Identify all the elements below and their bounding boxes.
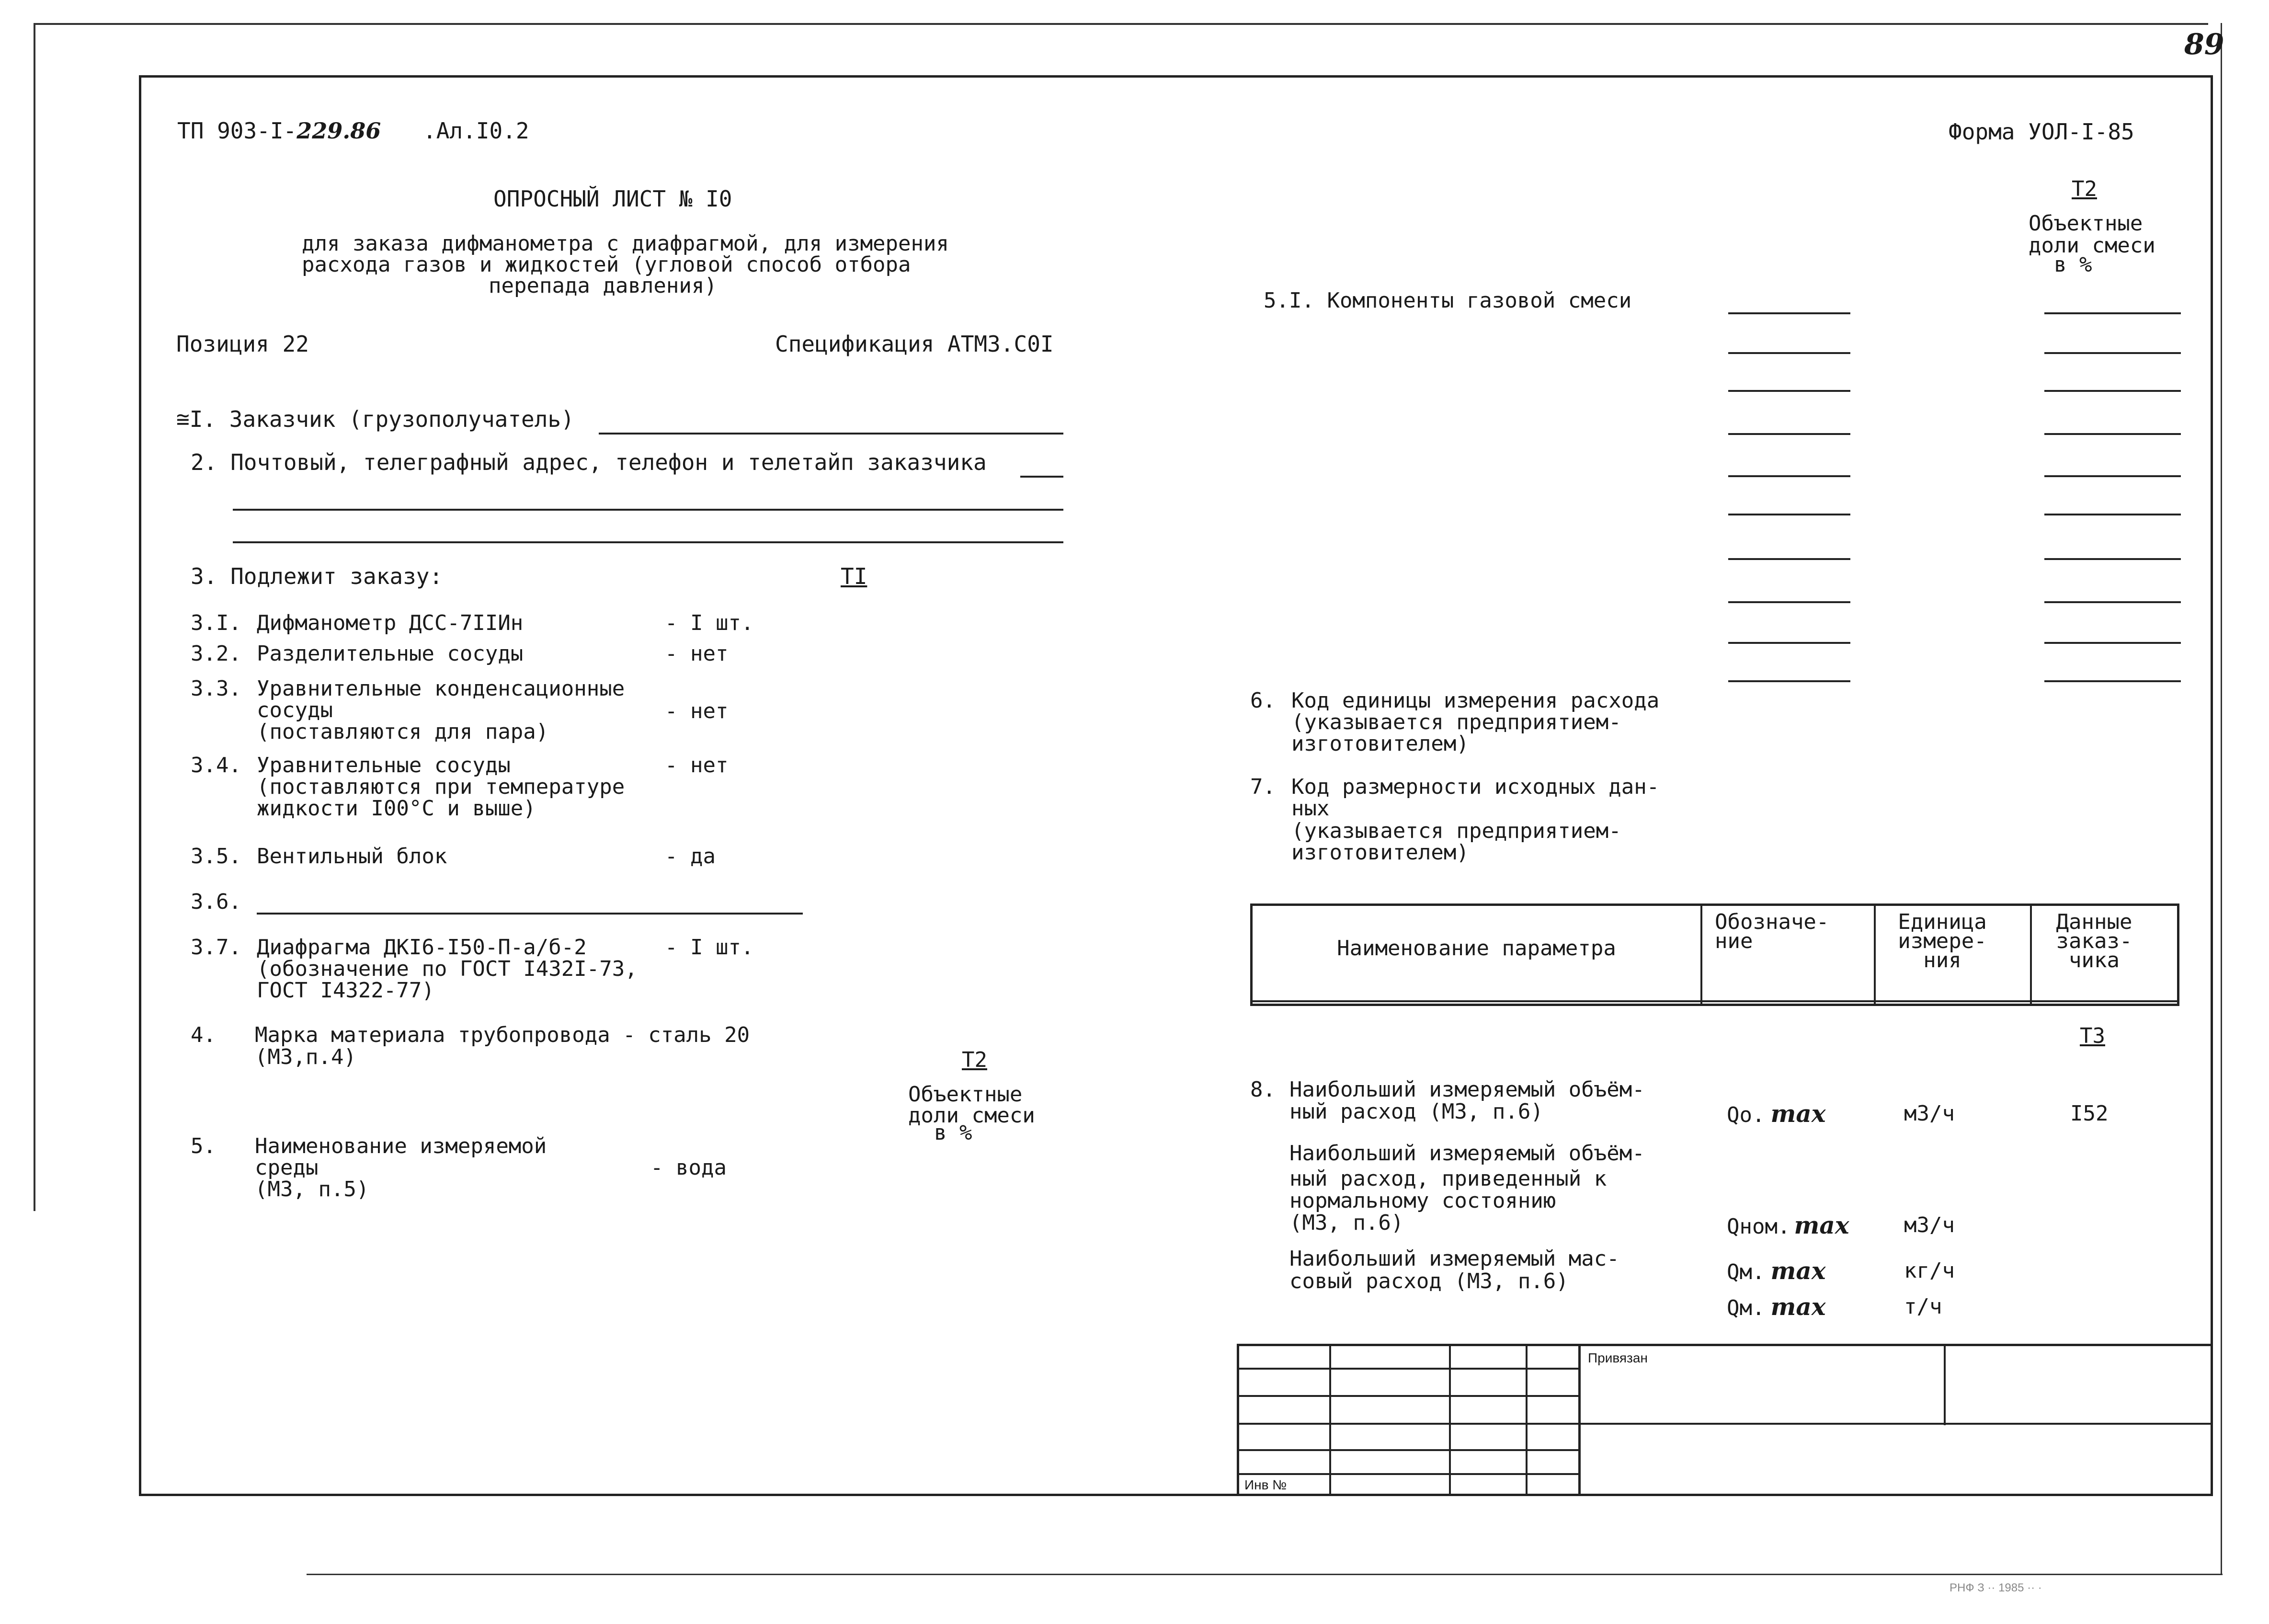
item-5-value: - вода bbox=[650, 1155, 727, 1180]
stamp-row-5 bbox=[1238, 1473, 1579, 1475]
sheet-bottom-edge bbox=[307, 1574, 2223, 1575]
item-8-r1-symbol-hand: max bbox=[1770, 1099, 1826, 1128]
item-1-fill-line[interactable] bbox=[599, 433, 1063, 435]
component-line-1b[interactable] bbox=[2044, 312, 2181, 314]
sub-item-3-4-text-3: жидкости I00°С и выше) bbox=[257, 796, 536, 821]
item-8-r3-line-2: совый расход (М3, п.6) bbox=[1289, 1269, 1569, 1293]
item-5-1-label: 5.I. Компоненты газовой смеси bbox=[1264, 288, 1632, 313]
sub-item-3-6-fill-line[interactable] bbox=[257, 913, 803, 915]
stamp-row-4 bbox=[1238, 1449, 1579, 1451]
item-8-r1-line-1: Наибольший измеряемый объём- bbox=[1289, 1077, 1645, 1102]
stamp-row-3 bbox=[1238, 1423, 2211, 1425]
param-table-ref: T3 bbox=[2080, 1024, 2105, 1048]
item-8-r2-line-3: нормальному состоянию bbox=[1289, 1189, 1556, 1213]
component-line-3a[interactable] bbox=[1728, 390, 1850, 392]
sub-item-3-4-text-2: (поставляются при температуре bbox=[257, 775, 625, 799]
item-8-r3-unit: кг/ч bbox=[1904, 1258, 1955, 1283]
sub-item-3-7-num: 3.7. bbox=[191, 935, 241, 960]
component-line-10b[interactable] bbox=[2044, 680, 2181, 682]
item-6-num: 6. bbox=[1250, 688, 1276, 713]
item-4-line-2: (М3,п.4) bbox=[255, 1045, 356, 1069]
component-line-6b[interactable] bbox=[2044, 514, 2181, 515]
item-1-label: I. Заказчик (грузополучатель) bbox=[189, 406, 574, 432]
sub-item-3-4-text-1: Уравнительные сосуды bbox=[257, 753, 511, 778]
item-4-num: 4. bbox=[191, 1023, 216, 1047]
item-8-r2-symbol-text: Qном. bbox=[1727, 1214, 1790, 1239]
item-8-r1-symbol-text: Qо. bbox=[1727, 1103, 1765, 1127]
item-5-line-3: (М3, п.5) bbox=[255, 1177, 369, 1201]
sub-item-3-3-num: 3.3. bbox=[191, 676, 241, 701]
item-5-line-2: среды bbox=[255, 1155, 319, 1180]
item-5-line-1: Наименование измеряемой bbox=[255, 1134, 547, 1158]
param-table-h-unit: Единица измере-ния bbox=[1898, 910, 1987, 972]
item-8-r2-line-1: Наибольший измеряемый объём- bbox=[1289, 1141, 1645, 1166]
stamp-row-1 bbox=[1238, 1368, 1579, 1370]
doc-sheet: .Ал.I0.2 bbox=[423, 118, 529, 144]
item-8-r2-unit: м3/ч bbox=[1904, 1213, 1955, 1237]
item-8-r2-line-2: ный расход, приведенный к bbox=[1289, 1167, 1607, 1191]
sub-item-3-3-value: - нет bbox=[665, 699, 729, 723]
item-2-fill-line-a[interactable] bbox=[1020, 476, 1063, 478]
item-6-line-3: изготовителем) bbox=[1291, 732, 1469, 756]
form-code: Форма УОЛ-I-85 bbox=[1949, 119, 2134, 145]
item-1-mark: ≅ bbox=[176, 406, 190, 432]
component-line-4b[interactable] bbox=[2044, 433, 2181, 435]
sub-item-3-2-num: 3.2. bbox=[191, 641, 241, 666]
title-line-1: для заказа дифманометра с диафрагмой, для измерения bbox=[302, 231, 949, 256]
param-table-h-symbol: Обозначе-ние bbox=[1715, 910, 1829, 953]
sub-item-3-2-value: - нет bbox=[665, 641, 729, 666]
item-1 bbox=[176, 408, 574, 430]
param-table-h-name: Наименование параметра bbox=[1337, 936, 1616, 961]
sub-item-3-6-num: 3.6. bbox=[191, 890, 241, 914]
item-8-r1-value: I52 bbox=[2070, 1101, 2109, 1126]
item-2-fill-line-b[interactable] bbox=[233, 509, 1063, 511]
component-line-9b[interactable] bbox=[2044, 642, 2181, 644]
item-7-line-3: (указывается предприятием- bbox=[1291, 819, 1621, 843]
component-line-6a[interactable] bbox=[1728, 514, 1850, 515]
t2-left-ref: T2 bbox=[962, 1048, 987, 1072]
t2-right-line-3: в % bbox=[2054, 252, 2092, 277]
component-line-4a[interactable] bbox=[1728, 433, 1850, 435]
stamp-inv-no: Инв № bbox=[1244, 1477, 1287, 1492]
item-8-r3-symbol bbox=[1727, 1257, 1826, 1285]
stamp-privyazan: Привязан bbox=[1588, 1350, 1648, 1365]
title-line-2: расхода газов и жидкостей (угловой способ отбора bbox=[302, 252, 911, 277]
item-3-label: 3. Подлежит заказу: bbox=[191, 563, 443, 589]
sub-item-3-7-text-1: Диафрагма ДКI6-I50-П-а/б-2 bbox=[257, 935, 587, 960]
footer-mark: РНФ З ·· 1985 ·· · bbox=[1950, 1581, 2042, 1594]
item-8-r2-line-4: (М3, п.6) bbox=[1289, 1211, 1404, 1235]
t2-left-line-3: в % bbox=[934, 1121, 972, 1145]
component-line-1a[interactable] bbox=[1728, 312, 1850, 314]
item-8-r1-line-2: ный расход (М3, п.6) bbox=[1289, 1099, 1543, 1124]
t2-right-line-1: Объектные bbox=[2029, 211, 2143, 236]
sheet-top-edge bbox=[34, 23, 2208, 25]
param-table-bottom-rule bbox=[1250, 1000, 2179, 1002]
sub-item-3-1-value: - I шт. bbox=[665, 611, 754, 635]
item-7-line-1: Код размерности исходных дан- bbox=[1291, 775, 1660, 799]
component-line-2a[interactable] bbox=[1728, 352, 1850, 354]
doc-code bbox=[177, 120, 529, 142]
sub-item-3-5-num: 3.5. bbox=[191, 844, 241, 869]
param-table-div-2 bbox=[1874, 903, 1876, 1006]
page-number: 89 bbox=[2184, 28, 2224, 61]
item-2-label: 2. Почтовый, телеграфный адрес, телефон и телетайп заказчика bbox=[191, 449, 987, 475]
component-line-8a[interactable] bbox=[1728, 601, 1850, 603]
sub-item-3-3-text-1: Уравнительные конденсационные bbox=[257, 676, 625, 701]
sub-item-3-7-value: - I шт. bbox=[665, 935, 754, 960]
component-line-5b[interactable] bbox=[2044, 475, 2181, 477]
item-8-r1-symbol bbox=[1727, 1099, 1826, 1128]
t2-left-line-1: Объектные bbox=[908, 1082, 1023, 1107]
item-7-num: 7. bbox=[1250, 775, 1276, 799]
item-7-line-2: ных bbox=[1291, 796, 1330, 821]
sub-item-3-7-text-2: (обозначение по ГОСТ I432I-73, bbox=[257, 957, 638, 981]
item-8-r4-unit: т/ч bbox=[1904, 1294, 1942, 1319]
item-7-line-4: изготовителем) bbox=[1291, 840, 1469, 865]
item-8-r4-symbol bbox=[1727, 1292, 1826, 1321]
sub-item-3-2-text: Разделительные сосуды bbox=[257, 641, 524, 666]
sub-item-3-4-num: 3.4. bbox=[191, 753, 241, 778]
doc-code-hand: 229.86 bbox=[296, 118, 381, 144]
item-5-num: 5. bbox=[191, 1134, 216, 1158]
sub-item-3-5-value: - да bbox=[665, 844, 716, 869]
page-title: ОПРОСНЫЙ ЛИСТ № I0 bbox=[493, 186, 732, 212]
component-line-2b[interactable] bbox=[2044, 352, 2181, 354]
component-line-7a[interactable] bbox=[1728, 558, 1850, 560]
component-line-3b[interactable] bbox=[2044, 390, 2181, 392]
sheet-right-edge bbox=[2221, 23, 2222, 1575]
item-3-table-ref: TI bbox=[841, 563, 867, 589]
specification-label: Спецификация АТМ3.С0I bbox=[775, 331, 1054, 357]
component-line-10a[interactable] bbox=[1728, 680, 1850, 682]
item-8-r3-symbol-hand: max bbox=[1770, 1257, 1826, 1285]
sheet-left-edge bbox=[34, 23, 35, 1211]
component-line-9a[interactable] bbox=[1728, 642, 1850, 644]
doc-code-prefix: ТП 903-I- bbox=[177, 118, 297, 144]
param-table-div-1 bbox=[1700, 903, 1702, 1006]
item-8-r2-symbol-hand: max bbox=[1794, 1211, 1849, 1239]
component-line-5a[interactable] bbox=[1728, 475, 1850, 477]
t2-left-line-2: доли смеси bbox=[908, 1103, 1035, 1128]
t2-right-line-2: доли смеси bbox=[2029, 233, 2155, 258]
t2-right-ref: T2 bbox=[2072, 177, 2097, 201]
item-8-r1-unit: м3/ч bbox=[1904, 1101, 1955, 1126]
item-8-r2-symbol bbox=[1727, 1211, 1849, 1239]
item-8-r3-line-1: Наибольший измеряемый мас- bbox=[1289, 1247, 1619, 1271]
sub-item-3-3-text-2: сосуды bbox=[257, 698, 333, 722]
item-6-line-1: Код единицы измерения расхода bbox=[1291, 688, 1660, 713]
component-line-8b[interactable] bbox=[2044, 601, 2181, 603]
position-label: Позиция 22 bbox=[176, 331, 309, 357]
item-8-r4-symbol-hand: max bbox=[1770, 1292, 1826, 1321]
item-8-r3-symbol-text: Qм. bbox=[1727, 1260, 1765, 1284]
param-table-div-3 bbox=[2030, 903, 2032, 1006]
stamp-row-2 bbox=[1238, 1395, 1579, 1397]
param-table-h-data: Данные заказ-чика bbox=[2056, 910, 2132, 972]
item-6-line-2: (указывается предприятием- bbox=[1291, 710, 1621, 734]
sub-item-3-7-text-3: ГОСТ I4322-77) bbox=[257, 978, 434, 1003]
sub-item-3-3-text-3: (поставляются для пара) bbox=[257, 720, 549, 744]
sub-item-3-1-num: 3.I. bbox=[191, 611, 241, 635]
item-4-line-1: Марка материала трубопровода - сталь 20 bbox=[255, 1023, 750, 1047]
item-8-r4-symbol-text: Qм. bbox=[1727, 1296, 1765, 1320]
stamp-div-5 bbox=[1944, 1344, 1946, 1425]
sub-item-3-4-value: - нет bbox=[665, 753, 729, 778]
sub-item-3-5-text: Вентильный блок bbox=[257, 844, 447, 869]
title-line-3: перепада давления) bbox=[489, 274, 717, 298]
item-8-num: 8. bbox=[1250, 1077, 1276, 1102]
sub-item-3-1-text: Дифманометр ДСС-7IIИн bbox=[257, 611, 524, 635]
item-2-fill-line-c[interactable] bbox=[233, 541, 1063, 543]
component-line-7b[interactable] bbox=[2044, 558, 2181, 560]
